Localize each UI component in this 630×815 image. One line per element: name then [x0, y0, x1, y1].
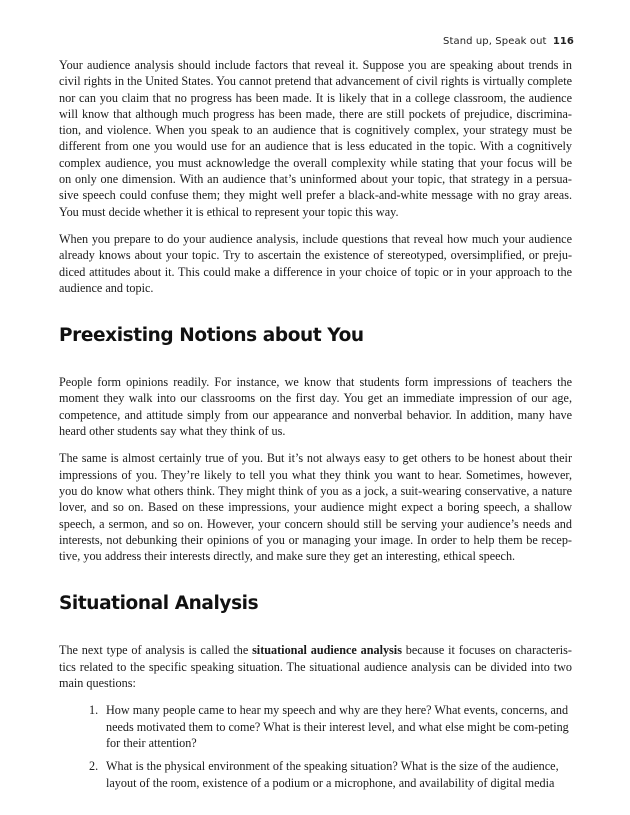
list-item-text: What is the physical environment of the speaking situation? What is the size of the audience, layout of the room, existence of a podium or a microphone, and availability of digital media [106, 759, 559, 790]
paragraph [59, 642, 572, 691]
section-heading: Preexisting Notions about You [59, 325, 364, 347]
section-heading: Situational Analysis [59, 593, 259, 615]
list-item [59, 758, 572, 791]
paragraph: The same is almost certainly true of you. But it’s not always easy to get others to be honest about their impressions of you. They’re likely to tell you what they think you want to hear. Sometimes, however, you do know what others think. They might think of you as a jock, a suit-wearing conservative, a nature lover, and so on. Based on these impressions, your audience might expect a boring speech, a shallow speech, a sermon, and so on. However, your concern should still be serving your audience’s needs and interests, not debunking their opinions of you or managing your image. In order to help them be recep-tive, you address their interests directly, and make sure they get an interesting, ethical speech. [59, 451, 572, 564]
paragraph: When you prepare to do your audience analysis, include questions that reveal how much your audience already knows about your topic. Try to ascertain the existence of stereotyped, oversimplified, or preju-diced attitudes about it. This could make a difference in your choice of topic or in your approach to the audience and topic. [59, 231, 572, 295]
paragraph-text: The next type of analysis is called the [59, 643, 253, 658]
paragraph-text: because it focuses on characteris-tics related to the specific speaking situation. The situational audience analysis can be divided into two main questions: [59, 643, 572, 691]
running-header [443, 36, 574, 47]
list-item-text: How many people came to hear my speech and why are they here? What events, concerns, and needs motivated them to come? What is their interest level, and what else might be com-peting for their attention? [106, 703, 569, 750]
running-title: Stand up, Speak out [443, 36, 547, 47]
bold-term: situational audience analysis [252, 643, 402, 658]
list-number: 1. [89, 703, 99, 718]
page-body [59, 57, 572, 798]
list-item [59, 702, 572, 751]
page-number: 116 [552, 36, 574, 47]
paragraph: Your audience analysis should include factors that reveal it. Suppose you are speaking about trends in civil rights in the United States. You cannot pretend that advancement of civil rights is virtually complete nor can you claim that no progress has been made. It is likely that in a college classroom, the audience will know that although much progress has been made, there are still pockets of prejudice, discrimina-tion, and violence. When you speak to an audience that is cognitively complex, your strategy must be different from one you would use for an audience that is less educated in the topic. With a cognitively complex audience, you must acknowledge the overall complexity while stating that your focus will be on only one dimension. With an audience that’s uninformed about your topic, that strategy in a persua-sive speech could confuse them; they might well prefer a black-and-white message with no gray areas. You must decide whether it is ethical to represent your topic this way. [59, 58, 572, 219]
numbered-list [59, 702, 572, 790]
paragraph: People form opinions readily. For instance, we know that students form impressions of teachers the moment they walk into our classrooms on the first day. You get an immediate impression of our age, competence, and attitude simply from our appearance and nonverbal behavior. In addition, many have heard other students say what they think of us. [59, 375, 572, 439]
list-number: 2. [89, 759, 99, 774]
